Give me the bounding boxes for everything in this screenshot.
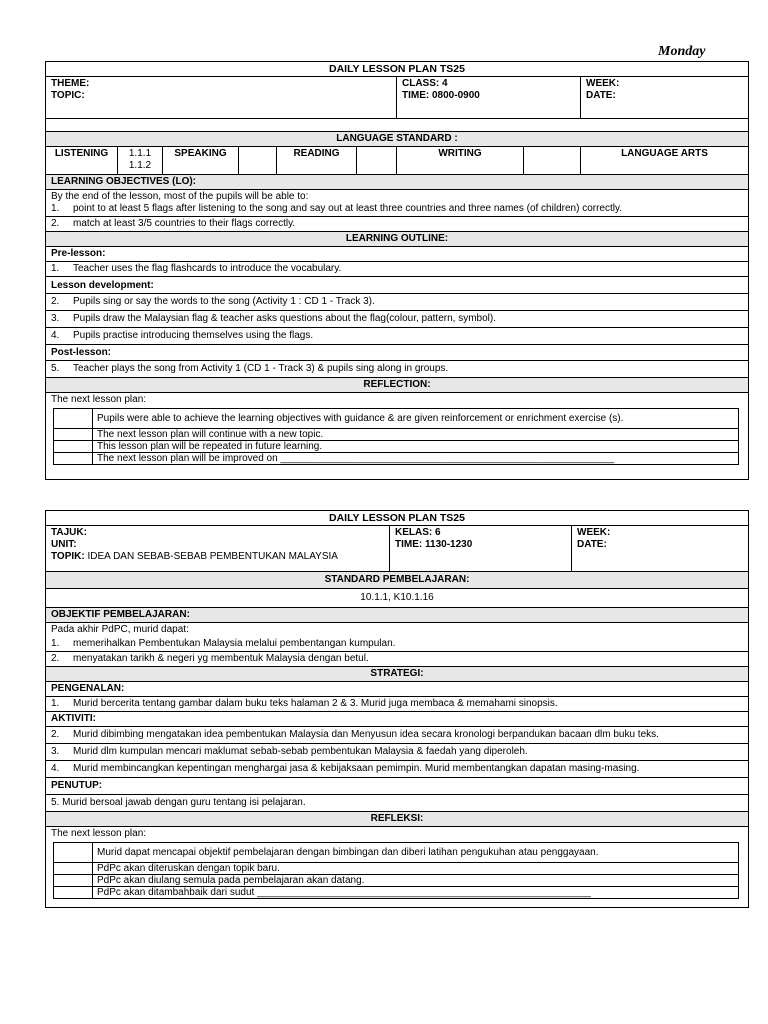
reflection-option: PdPc akan ditambahbaik dari sudut ____________________________________________________________ bbox=[93, 887, 739, 899]
language-standard-header: LANGUAGE STANDARD : bbox=[46, 132, 749, 147]
objectives-cell bbox=[46, 190, 749, 217]
activity-step-2: 2. Murid dibimbing mengatakan idea pembentukan Malaysia dan Menyusun idea secara kronologi berpandukan bacaan dlm buku teks. bbox=[46, 727, 749, 744]
speaking-label: SPEAKING bbox=[163, 147, 239, 175]
reflection-option: Pupils were able to achieve the learning objectives with guidance & are given reinforcement or enrichment exercise (s). bbox=[93, 409, 739, 429]
listening-code-1: 1.1.1 bbox=[128, 148, 152, 159]
topik-label: TOPIK: bbox=[51, 551, 85, 562]
class-time-cell bbox=[397, 77, 581, 119]
standard-value: 10.1.1, K10.1.16 bbox=[46, 589, 749, 608]
reading-codes bbox=[357, 147, 397, 175]
objective-1: 1. memerihalkan Pembentukan Malaysia melalui pembentangan kumpulan. bbox=[51, 638, 396, 649]
dev-label-cell bbox=[46, 277, 749, 294]
objective-2: 2. menyatakan tarikh & negeri yg membentuk Malaysia dengan betul. bbox=[46, 652, 749, 667]
pre-lesson-cell bbox=[46, 247, 749, 262]
theme-label: THEME: bbox=[51, 78, 90, 89]
dev-step-3: 3. Pupils draw the Malaysian flag & teacher asks questions about the flag(colour, pattern, symbol). bbox=[46, 311, 749, 328]
objectives-intro: By the end of the lesson, most of the pupils will be able to: bbox=[51, 191, 309, 202]
week-date-cell bbox=[581, 77, 749, 119]
objective-1: 1. point to at least 5 flags after listening to the song and say out at least three countries and three names (of children) correctly. bbox=[51, 203, 623, 214]
reflection-option: PdPc akan diulang semula pada pembelajaran akan datang. bbox=[93, 875, 739, 887]
standard-header: STANDARD PEMBELAJARAN: bbox=[46, 572, 749, 589]
activity-step-4: 4. Murid membincangkan kepentingan menghargai jasa & kebijaksaan pemimpin. Murid membentangkan dapatan masing-masing. bbox=[46, 761, 749, 778]
theme-topic-cell bbox=[46, 77, 397, 119]
intro-label: PENGENALAN: bbox=[51, 683, 125, 694]
objectives-cell bbox=[46, 623, 749, 652]
dev-step-4: 4. Pupils practise introducing themselves using the flags. bbox=[46, 328, 749, 345]
closing-cell bbox=[46, 778, 749, 795]
post-lesson-label: Post-lesson: bbox=[51, 347, 112, 358]
reading-label: READING bbox=[277, 147, 357, 175]
tajuk-unit-topik-cell bbox=[46, 526, 390, 572]
listening-code-2: 1.1.2 bbox=[128, 160, 152, 171]
activity-cell bbox=[46, 712, 749, 727]
time-label: TIME: 1130-1230 bbox=[395, 539, 473, 550]
topic-label: TOPIC: bbox=[51, 90, 85, 101]
reflection-checkbox[interactable] bbox=[54, 409, 93, 429]
kelas-time-cell bbox=[390, 526, 572, 572]
week-date-cell bbox=[572, 526, 749, 572]
reflection-option: Murid dapat mencapai objektif pembelajaran dengan bimbingan dan diberi latihan pengukuhan atau penggayaan. bbox=[93, 843, 739, 863]
date-label: DATE: bbox=[586, 90, 616, 101]
reflection-checkbox[interactable] bbox=[54, 863, 93, 875]
lesson-plan-2 bbox=[45, 510, 749, 908]
reflection-option: The next lesson plan will continue with a new topic. bbox=[93, 429, 739, 441]
lesson-plan-1 bbox=[45, 61, 749, 480]
closing-step-5: 5. Murid bersoal jawab dengan guru tentang isi pelajaran. bbox=[46, 795, 749, 812]
reflection-options bbox=[53, 408, 739, 465]
writing-codes bbox=[524, 147, 581, 175]
activity-step-3: 3. Murid dlm kumpulan mencari maklumat sebab-sebab pembentukan Malaysia & faedah yang diperoleh. bbox=[46, 744, 749, 761]
time-label: TIME: 0800-0900 bbox=[402, 90, 480, 101]
spacer-row bbox=[46, 119, 749, 132]
reflection-option: PdPc akan diteruskan dengan topik baru. bbox=[93, 863, 739, 875]
objectives-intro: Pada akhir PdPC, murid dapat: bbox=[51, 624, 189, 635]
dev-step-2: 2. Pupils sing or say the words to the song (Activity 1 : CD 1 - Track 3). bbox=[46, 294, 749, 311]
pre-lesson-label: Pre-lesson: bbox=[51, 248, 106, 259]
strategy-header: STRATEGI: bbox=[46, 667, 749, 682]
week-label: WEEK: bbox=[577, 527, 611, 538]
reflection-checkbox[interactable] bbox=[54, 887, 93, 899]
day-label: Monday bbox=[658, 44, 706, 59]
listening-label: LISTENING bbox=[46, 147, 118, 175]
topik-value: IDEA DAN SEBAB-SEBAB PEMBENTUKAN MALAYSIA bbox=[87, 551, 338, 562]
objectives-header: LEARNING OBJECTIVES (LO): bbox=[46, 175, 749, 190]
class-label: CLASS: 4 bbox=[402, 78, 448, 89]
reflection-checkbox[interactable] bbox=[54, 453, 93, 465]
objectives-header: OBJEKTIF PEMBELAJARAN: bbox=[46, 608, 749, 623]
reflection-intro: The next lesson plan: bbox=[51, 394, 147, 405]
reflection-cell bbox=[46, 827, 749, 908]
intro-cell bbox=[46, 682, 749, 697]
closing-label: PENUTUP: bbox=[51, 780, 103, 791]
reflection-option: This lesson plan will be repeated in future learning. bbox=[93, 441, 739, 453]
reflection-header: REFLECTION: bbox=[46, 378, 749, 393]
reflection-checkbox[interactable] bbox=[54, 429, 93, 441]
writing-label: WRITING bbox=[397, 147, 524, 175]
week-label: WEEK: bbox=[586, 78, 620, 89]
pre-step-1: 1. Teacher uses the flag flashcards to introduce the vocabulary. bbox=[46, 262, 749, 277]
kelas-label: KELAS: 6 bbox=[395, 527, 441, 538]
post-step-5: 5. Teacher plays the song from Activity 1 (CD 1 - Track 3) & pupils sing along in groups. bbox=[46, 361, 749, 378]
date-label: DATE: bbox=[577, 539, 607, 550]
listening-codes bbox=[118, 147, 163, 175]
lesson-development-label: Lesson development: bbox=[51, 280, 154, 291]
plan-title: DAILY LESSON PLAN TS25 bbox=[46, 62, 749, 77]
objective-2: 2. match at least 3/5 countries to their flags correctly. bbox=[46, 217, 749, 232]
reflection-options bbox=[53, 842, 739, 899]
language-arts-label: LANGUAGE ARTS bbox=[581, 147, 749, 175]
reflection-header: REFLEKSI: bbox=[46, 812, 749, 827]
reflection-intro: The next lesson plan: bbox=[51, 828, 147, 839]
reflection-cell bbox=[46, 393, 749, 480]
reflection-option: The next lesson plan will be improved on ____________________________________________________________ bbox=[93, 453, 739, 465]
outline-header: LEARNING OUTLINE: bbox=[46, 232, 749, 247]
reflection-checkbox[interactable] bbox=[54, 875, 93, 887]
post-label-cell bbox=[46, 345, 749, 361]
activity-label: AKTIVITI: bbox=[51, 713, 96, 724]
speaking-codes bbox=[239, 147, 277, 175]
topik-line bbox=[51, 551, 384, 563]
reflection-checkbox[interactable] bbox=[54, 441, 93, 453]
unit-label: UNIT: bbox=[51, 539, 77, 550]
tajuk-label: TAJUK: bbox=[51, 527, 87, 538]
plan-title: DAILY LESSON PLAN TS25 bbox=[46, 511, 749, 526]
reflection-checkbox[interactable] bbox=[54, 843, 93, 863]
intro-step-1: 1. Murid bercerita tentang gambar dalam buku teks halaman 2 & 3. Murid juga membaca & memahami sinopsis. bbox=[46, 697, 749, 712]
